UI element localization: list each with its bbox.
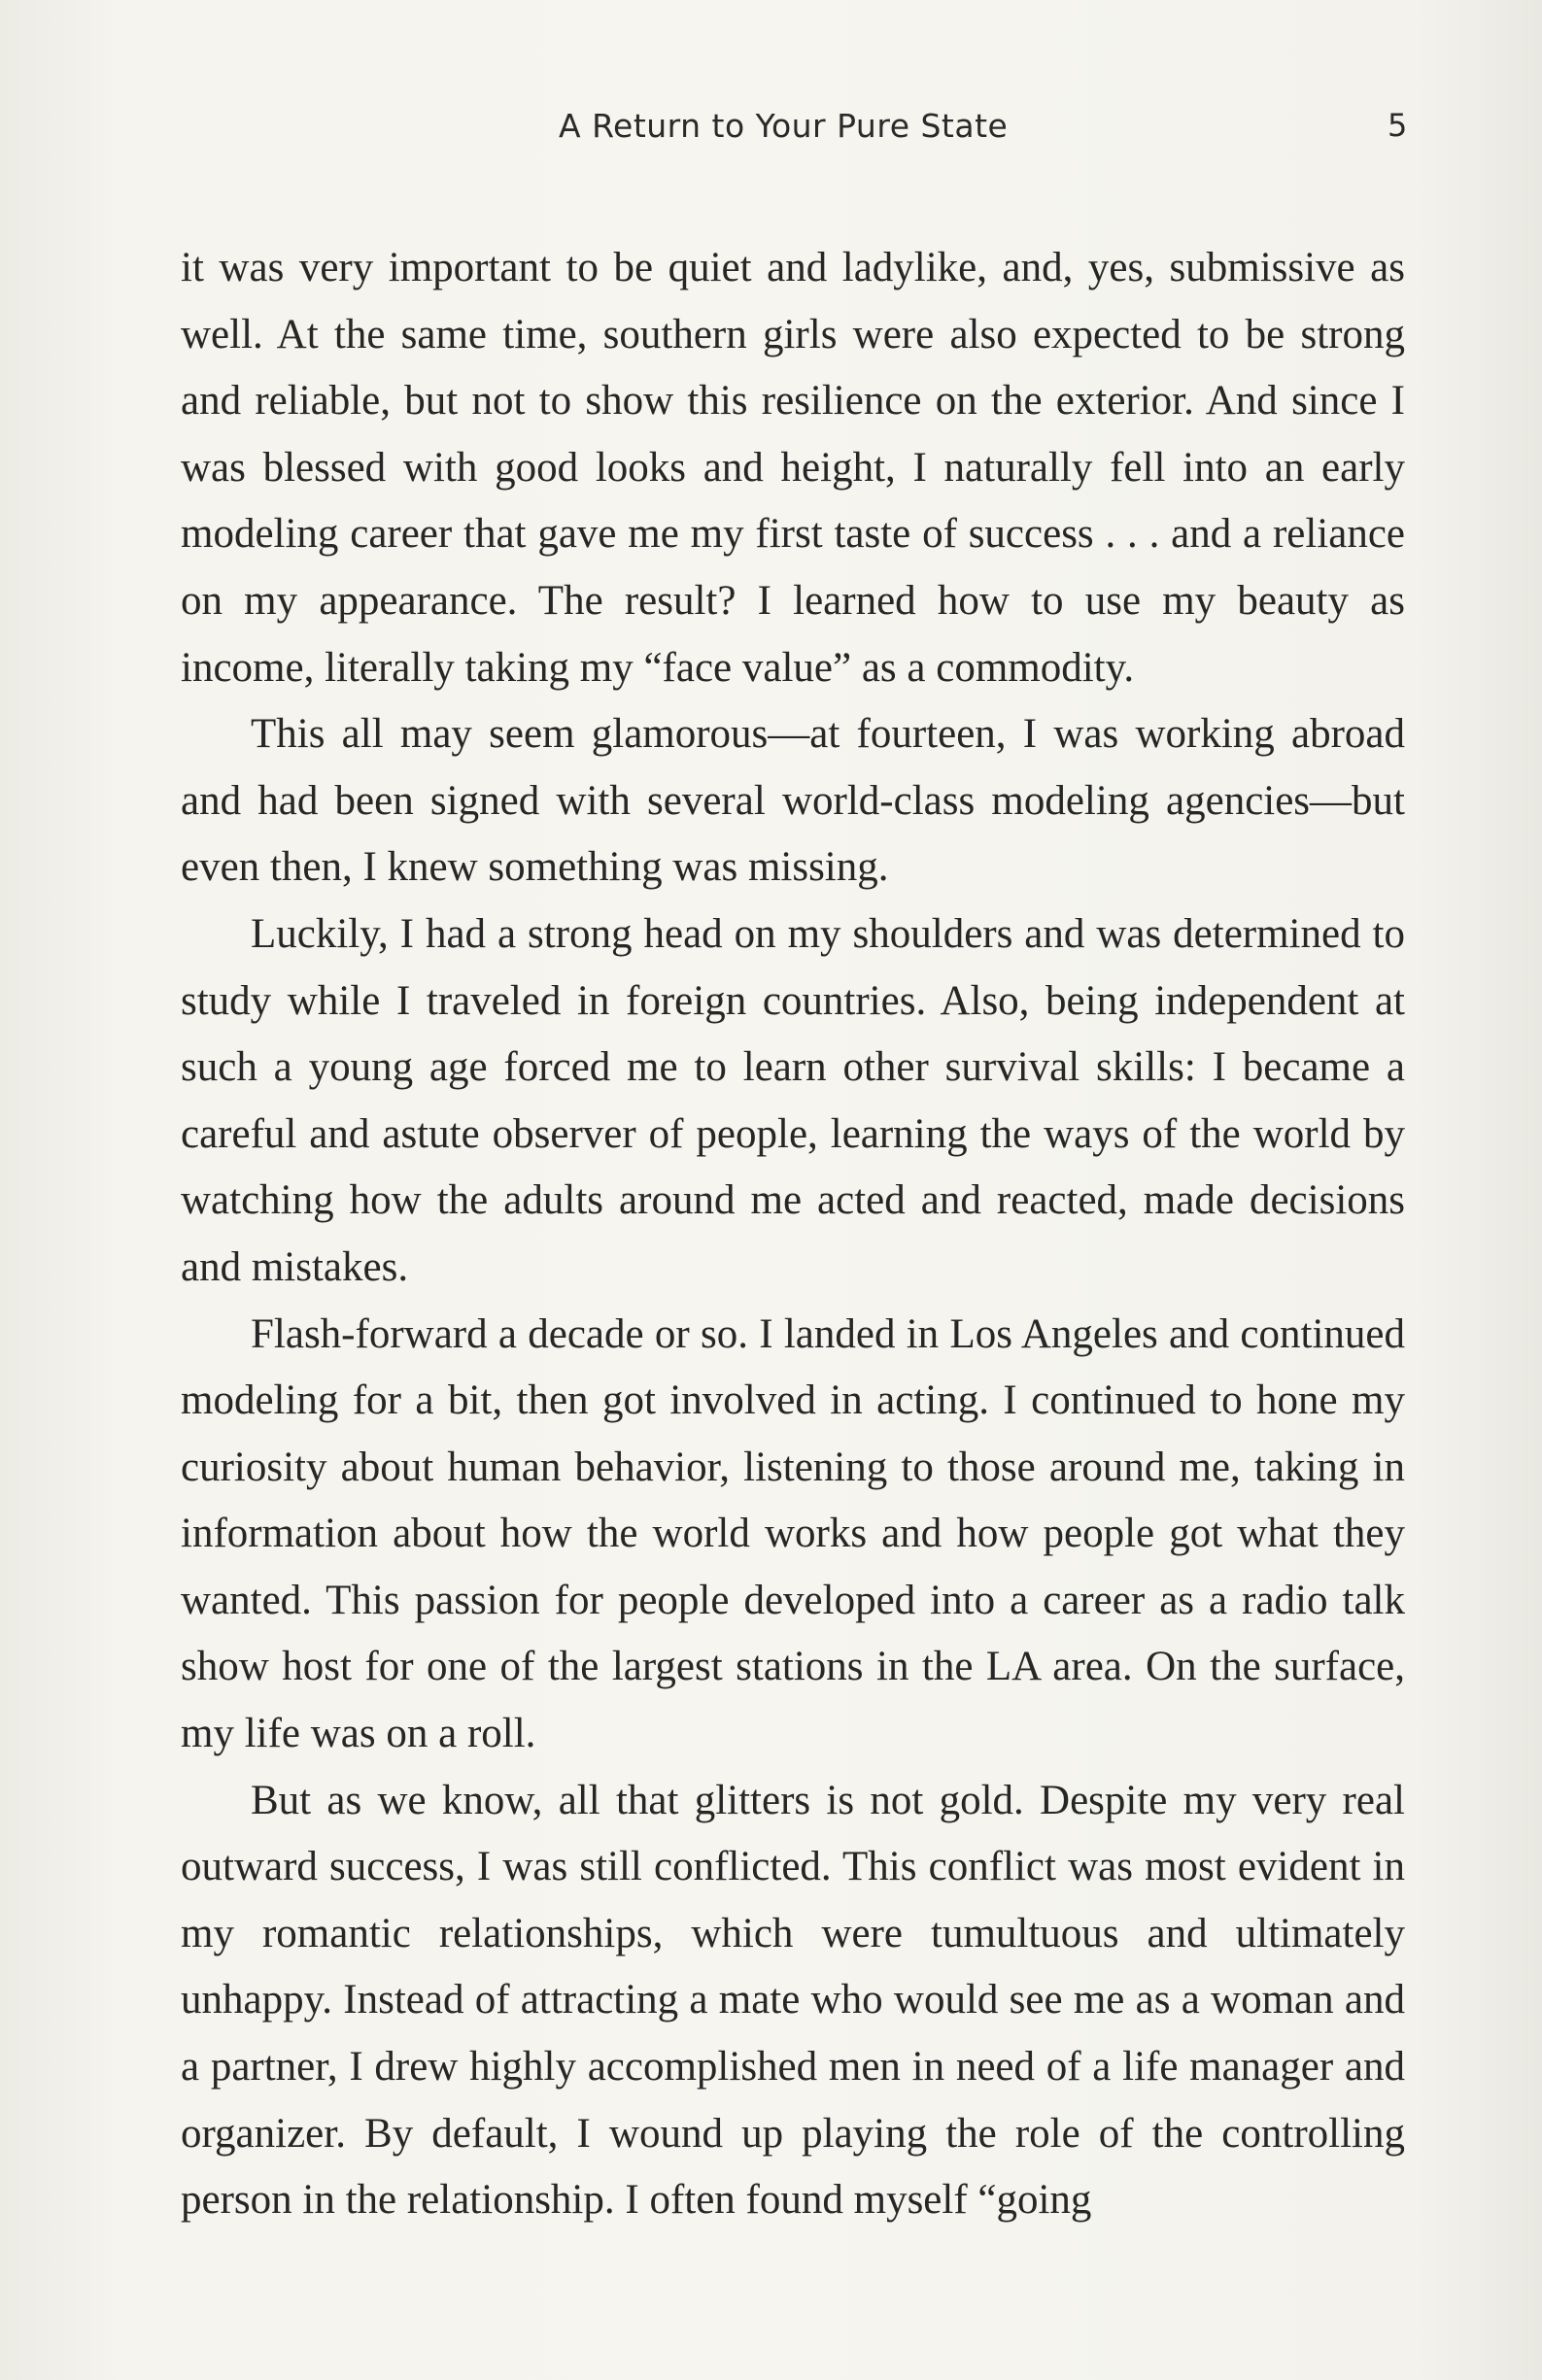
body-text	[181, 235, 1405, 2234]
paragraph: Flash-forward a decade or so. I landed in Los Angeles and continued modeling for a bit, then got involved in acting. I continued to hone my curiosity about human behavior, listening to those around me, taking in information about how the world works and how people got what they wanted. This passion for people developed into a career as a radio talk show host for one of the largest stations in the LA area. On the surface, my life was on a roll.	[181, 1310, 1405, 1757]
page-number: 5	[1388, 107, 1408, 144]
paragraph: This all may seem glamorous—at fourteen, I was working abroad and had been signed with several world-class modeling agencies—but even then, I knew something was missing.	[181, 711, 1405, 891]
paragraph: Luckily, I had a strong head on my shoulders and was determined to study while I traveled in foreign countries. Also, being independent at such a young age forced me to learn other survival skills: I became a careful and astute observer of people, learning the ways of the world by watching how the adults around me acted and reacted, made decisions and mistakes.	[181, 910, 1405, 1290]
paragraph: it was very important to be quiet and ladylike, and, yes, submissive as well. At the same time, southern girls were also expected to be strong and reliable, but not to show this resilience on the exterior. And since I was blessed with good looks and height, I naturally fell into an early modeling career that gave me my first taste of success . . . and a reliance on my appearance. The result? I learned how to use my beauty as income, literally taking my “face value” as a commodity.	[181, 245, 1405, 691]
chapter-title: A Return to Your Pure State	[559, 107, 1009, 145]
paragraph: But as we know, all that glitters is not gold. Despite my very real outward success, I was still conflicted. This conflict was most evident in my romantic relationships, which were tumultuous and ultimately unhappy. Instead of attracting a mate who would see me as a woman and a partner, I drew highly accomplished men in need of a life manager and organizer. By default, I wound up playing the role of the controlling person in the relationship. I often found myself “going	[181, 1777, 1405, 2224]
running-head	[0, 107, 1542, 155]
